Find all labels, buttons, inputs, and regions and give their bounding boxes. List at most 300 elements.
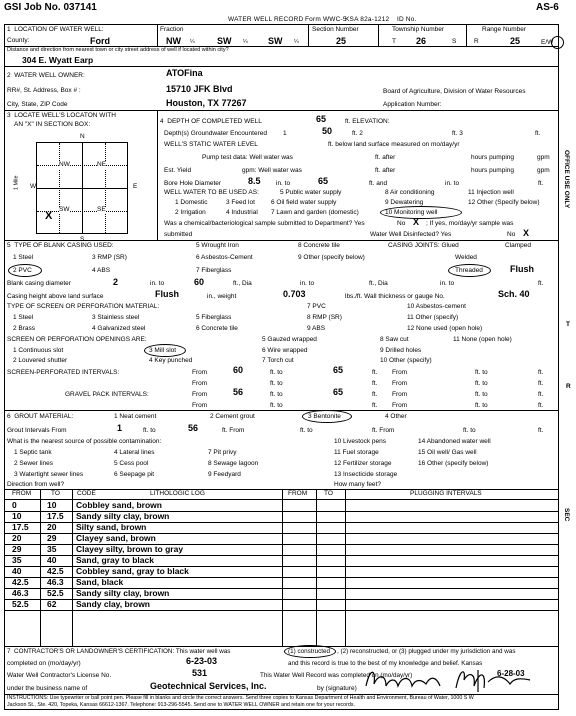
log-row-description[interactable]: Sandy silty clay, brown (76, 588, 170, 598)
howmany-label: How many feet? (334, 481, 381, 488)
section-box-vert-rule (82, 143, 83, 233)
open-3[interactable]: 3 Mill slot (149, 347, 177, 354)
casing-5[interactable]: 5 Wrought Iron (196, 242, 239, 249)
id-no-label: ID No. (397, 16, 417, 23)
wall-label: lbs./ft. Wall thickness or gauge No. (345, 293, 445, 300)
fraction-3[interactable]: SW (268, 36, 283, 46)
log-row-rule (4, 610, 559, 611)
casing-6[interactable]: 6 Asbestos-Cement (196, 254, 253, 261)
use-8[interactable]: 8 Air conditioning (385, 189, 435, 196)
sec1-divider-d (466, 24, 467, 46)
board-text: Board of Agriculture, Division of Water Resources (383, 88, 526, 95)
casing-2[interactable]: 2 PVC (13, 267, 32, 274)
uses-label: WELL WATER TO BE USED AS: (164, 189, 259, 196)
pump-after: ft. after (375, 154, 396, 161)
depth-label (160, 119, 262, 126)
contam-9[interactable]: 9 Feedyard (208, 471, 241, 478)
sp-from[interactable]: 60 (233, 365, 244, 375)
grout-1[interactable]: 1 Neat cement (114, 413, 157, 420)
log-row-from[interactable]: 52.5 (12, 599, 29, 609)
groundwater-ft-end: ft. (535, 130, 541, 137)
diam-ft-dia2: ft., Dia (369, 280, 388, 287)
submitted-label: submitted (164, 231, 193, 238)
sec2-title-text: WATER WELL OWNER: (14, 72, 85, 79)
county-label: County: (7, 37, 30, 44)
contam-6[interactable]: 6 Seepage pit (114, 471, 155, 478)
city-value[interactable]: Houston, TX 77267 (166, 98, 247, 108)
side-r: R (566, 383, 571, 390)
diam-in-to: in. to (150, 280, 165, 287)
threaded-circle (448, 264, 491, 277)
section-label: Section Number (312, 26, 359, 33)
sp-ft-to2: ft. to (475, 369, 488, 376)
gp-ft-to4: ft. to (475, 402, 488, 409)
diam-label: Blank casing diameter (7, 280, 71, 287)
grout-label-text: GROUT MATERIAL: (14, 413, 74, 420)
contam-11[interactable]: 11 Fuel storage (334, 449, 379, 456)
sp-ft-to4: ft. to (475, 380, 488, 387)
log-col-rule-3 (282, 489, 283, 646)
fraction-1[interactable]: NW (166, 36, 181, 46)
compass-e: E (133, 183, 138, 190)
log-row-to[interactable]: 17.5 (47, 511, 64, 521)
sec7-num: 7 (7, 648, 11, 655)
business-label: under the business name of (7, 685, 88, 692)
township-value[interactable]: 26 (416, 36, 427, 46)
casing-7[interactable]: 7 Fiberglass (196, 267, 232, 274)
sec1-divider-a (157, 24, 158, 46)
log-row-description[interactable]: Sandy silty clay, brown (76, 511, 170, 521)
use-12[interactable]: 12 Other (Specify below) (468, 199, 540, 206)
log-h-code: CODE (77, 490, 96, 497)
log-col-rule-5 (345, 489, 346, 646)
log-row-to[interactable]: 62 (47, 599, 57, 609)
nw-label: NW (59, 161, 70, 168)
distance-label: Distance and direction from nearest town or city street address of well if located within city? (7, 47, 229, 53)
chem-no: No (397, 220, 406, 227)
fraction-2[interactable]: SW (217, 36, 232, 46)
contam-label: What is the nearest source of possible contamination: (7, 438, 162, 445)
county-value[interactable]: Ford (90, 36, 110, 46)
screen-4[interactable]: 4 Galvanized steel (92, 325, 146, 332)
bore-label: Bore Hole Diameter (164, 180, 222, 187)
sw-label: SW (59, 206, 70, 213)
log-row-from[interactable]: 35 (12, 555, 22, 565)
signature-label: by (signature) (317, 685, 357, 692)
screen-5[interactable]: 5 Fiberglass (196, 314, 232, 321)
sp-ft-to: ft. to (270, 369, 283, 376)
casing-9[interactable]: 9 Other (specify below) (298, 254, 365, 261)
grout-3[interactable]: 3 Bentonite (308, 413, 341, 420)
se-label: SE (97, 206, 106, 213)
screen-2[interactable]: 2 Brass (13, 325, 36, 332)
casing-1[interactable]: 1 Steel (13, 254, 34, 261)
range-value[interactable]: 25 (510, 36, 521, 46)
side-t: T (566, 321, 570, 328)
diam-ft-dia: ft., Dia (233, 280, 252, 287)
contam-3[interactable]: 3 Watertight sewer lines (14, 471, 84, 478)
groundwater-ft3: ft. 3 (452, 130, 463, 137)
instructions-line2: Jackson St., Ste. 420, Topeka, Kansas 66612-1367. Telephone: 913-296-5545. Send one to WATER WELL OWNER and retain one for your records. (7, 702, 355, 708)
sp-from-label4: From (392, 380, 408, 387)
grout-ft-to3: ft. to (463, 427, 476, 434)
log-row-description[interactable]: Silty sand, brown (76, 522, 147, 532)
grout-ft: ft. (538, 427, 544, 434)
record-date[interactable]: 6-28-03 (497, 669, 525, 678)
pump-label: Pump test data: Well water was (202, 154, 293, 161)
screen-6[interactable]: 6 Concrete tile (196, 325, 238, 332)
log-row-from[interactable]: 10 (12, 511, 22, 521)
sec6-num: 6 (7, 413, 11, 420)
diam-to-value[interactable]: 60 (194, 277, 205, 287)
sp-from-label2: From (392, 369, 408, 376)
sp-ft-to3: ft. to (270, 380, 283, 387)
range-ew: E/W (541, 39, 554, 46)
casing-label-text: TYPE OF BLANK CASING USED: (14, 242, 114, 249)
log-row-from[interactable]: 42.5 (12, 577, 29, 587)
diam-in-to3: in. to (440, 280, 455, 287)
sec3-num: 3 (7, 112, 11, 119)
open-8[interactable]: 8 Saw cut (380, 336, 409, 343)
pump-hours: hours pumping (471, 154, 514, 161)
open-10[interactable]: 10 Other (specify) (380, 357, 432, 364)
log-row-to[interactable]: 29 (47, 533, 57, 543)
diam-value[interactable]: 2 (113, 277, 119, 287)
joint-flush[interactable]: Flush (510, 264, 534, 274)
open-9[interactable]: 9 Drilled holes (380, 347, 422, 354)
height-label: Casing height above land surface (7, 293, 104, 300)
open-3-circle (144, 344, 186, 357)
gp-ft3: ft. (372, 402, 378, 409)
sec3-title2: AN "X" IN SECTION BOX: (14, 121, 91, 128)
range-label: Range Number (482, 26, 527, 33)
height-value[interactable]: Flush (155, 289, 179, 299)
bore-value[interactable]: 8.5 (248, 176, 261, 186)
sec2-top-rule (4, 66, 559, 67)
casing-8[interactable]: 8 Concrete tile (298, 242, 340, 249)
ksa-ref: KSA 82a-1212 (345, 16, 390, 23)
signature-image (360, 664, 540, 694)
gp-from[interactable]: 56 (233, 387, 244, 397)
diam-ft-end: ft. (538, 280, 544, 287)
form-code: AS-6 (536, 2, 559, 13)
gp-from-label2: From (392, 391, 408, 398)
bore-in-to: in. to (276, 180, 291, 187)
sec3-title1 (7, 113, 116, 120)
log-row-description[interactable]: Clayey silty, brown to gray (76, 544, 184, 554)
contam-10[interactable]: 10 Livestock pens (334, 438, 387, 445)
contam-7[interactable]: 7 Pit privy (208, 449, 237, 456)
open-4[interactable]: 4 Key punched (149, 357, 193, 364)
yield-hours: hours pumping (471, 167, 514, 174)
openings-label: SCREEN OR PERFORATION OPENINGS ARE: (7, 336, 147, 343)
log-row-description[interactable]: Sand, black (76, 577, 124, 587)
township-s: S (452, 38, 457, 45)
grout-from[interactable]: 1 (117, 423, 123, 433)
street-value[interactable]: 15710 JFK Blvd (166, 84, 233, 94)
log-row-description[interactable]: Sand, gray to black (76, 555, 154, 565)
screen-label: TYPE OF SCREEN OR PERFORATION MATERIAL: (7, 303, 160, 310)
gp-from-label4: From (392, 402, 408, 409)
sec5-top-rule (4, 240, 559, 241)
open-6[interactable]: 6 Wire wrapped (262, 347, 308, 354)
address-value[interactable]: 304 E. Wyatt Earp (22, 55, 94, 65)
log-row-from[interactable]: 17.5 (12, 522, 29, 532)
completed-value[interactable]: 6-23-03 (186, 656, 218, 666)
diam-in-to2: in. to (300, 280, 315, 287)
groundwater-label: Depth(s) Groundwater Encountered (164, 130, 267, 137)
gp-ft-to3: ft. to (270, 402, 283, 409)
log-row-from[interactable]: 40 (12, 566, 22, 576)
completed-label: completed on (mo/day/yr) (7, 660, 81, 667)
sec3-right-rule (157, 110, 158, 240)
screen-12[interactable]: 12 None used (open hole) (407, 325, 483, 332)
bore-ft: ft. (538, 180, 544, 187)
use-6[interactable]: 6 Oil field water supply (271, 199, 337, 206)
grout-to[interactable]: 56 (188, 423, 199, 433)
sec5-num: 5 (7, 242, 11, 249)
sp-from-label3: From (192, 380, 208, 387)
range-r: R (474, 38, 479, 45)
township-t: T (392, 38, 396, 45)
pump-gpm: gpm (537, 154, 550, 161)
record2-label: This Water Well Record was completed on (mo/day/yr) (260, 672, 413, 679)
form-title: WATER WELL RECORD (228, 16, 304, 23)
office-use-label: OFFICE USE ONLY (563, 150, 570, 209)
log-row-description[interactable]: Cobbley sand, gray to black (76, 566, 189, 576)
casing-2-circle (8, 264, 42, 277)
log-row-from[interactable]: 0 (12, 500, 17, 510)
log-row-from[interactable]: 29 (12, 544, 22, 554)
open-2[interactable]: 2 Louvered shutter (13, 357, 68, 364)
contam-13[interactable]: 13 Insecticide storage (334, 471, 398, 478)
grout-2[interactable]: 2 Cement grout (210, 413, 255, 420)
use-11[interactable]: 11 Injection well (468, 189, 514, 196)
yield-rest: gpm: Well water was (242, 167, 302, 174)
joint-welded[interactable]: Welded (455, 254, 477, 261)
joint-clamped[interactable]: Clamped (505, 242, 532, 249)
contam-5[interactable]: 5 Cess pool (114, 460, 149, 467)
screen-7[interactable]: 7 PVC (307, 303, 326, 310)
sp-to[interactable]: 65 (333, 365, 344, 375)
contam-15[interactable]: 15 Oil well/ Gas well (418, 449, 477, 456)
ne-label: NE (97, 161, 107, 168)
yield-label: Est. Yield (164, 167, 192, 174)
sec1-title-text: LOCATION OF WATER WELL: (14, 26, 104, 33)
screen-10[interactable]: 10 Asbestos-cement (407, 303, 466, 310)
casing-3[interactable]: 3 RMP (SR) (92, 254, 127, 261)
static-rest: ft. below land surface measured on mo/day/yr (328, 141, 460, 148)
grout-label (7, 414, 73, 421)
direction-label: Direction from well? (7, 481, 65, 488)
screen-3[interactable]: 3 Stainless steel (92, 314, 140, 321)
chem-rest: ; If yes, mo/day/yr sample was (426, 220, 514, 227)
joint-threaded[interactable]: Threaded (455, 267, 483, 274)
sec1-divider-b (308, 24, 309, 46)
compass-n: N (80, 133, 85, 140)
sec3-title1-text: LOCATE WELL'S LOCATON WITH (14, 112, 116, 119)
sec3-top-rule (4, 110, 559, 111)
yield-after: ft. after (375, 167, 396, 174)
west-circle (551, 36, 564, 49)
screen-1[interactable]: 1 Steel (13, 314, 34, 321)
sec2-num: 2 (7, 72, 11, 79)
job-number: GSI Job No. 037141 (4, 2, 97, 13)
city-label: City, State, ZIP Code (7, 101, 68, 108)
log-row-to[interactable]: 40 (47, 555, 57, 565)
log-row-to[interactable]: 20 (47, 522, 57, 532)
chem-x[interactable]: X (413, 217, 420, 227)
casing-4[interactable]: 4 ABS (92, 267, 111, 274)
sec1-num: 1 (7, 26, 11, 33)
log-col-rule-2 (72, 489, 73, 646)
mile-label: 1 Mile (13, 175, 20, 191)
use-7[interactable]: 7 Lawn and garden (domestic) (271, 209, 359, 216)
sec4-num: 4 (160, 118, 164, 125)
contam-16[interactable]: 16 Other (specify below) (418, 460, 489, 467)
section-value[interactable]: 25 (336, 36, 347, 46)
side-sec: SEC (563, 508, 570, 522)
contam-1[interactable]: 1 Septic tank (14, 449, 52, 456)
sec1-title (7, 27, 104, 34)
log-col-rule-1 (40, 489, 41, 646)
screen-11[interactable]: 11 Other (specify) (407, 314, 459, 321)
log-h-to: TO (51, 490, 60, 497)
grout-intervals-label: Grout Intervals From (7, 427, 67, 434)
contam-2[interactable]: 2 Sewer lines (14, 460, 54, 467)
gauge-value[interactable]: Sch. 40 (498, 289, 530, 299)
sec2-title (7, 73, 85, 80)
township-label: Township Number (392, 26, 445, 33)
sp-label: SCREEN-PERFORATED INTERVALS: (7, 369, 120, 376)
log-row-to[interactable]: 42.5 (47, 566, 64, 576)
weight-label: in., weight (207, 293, 237, 300)
gp-ft2: ft. (538, 391, 544, 398)
sec1-divider-c (378, 24, 379, 46)
disinfect-label: Water Well Disinfected? Yes (370, 231, 452, 238)
log-row-to[interactable]: 46.3 (47, 577, 64, 587)
casing-label (7, 243, 114, 250)
groundwater-value[interactable]: 50 (322, 126, 333, 136)
log-h-from: FROM (12, 490, 32, 497)
joints-label: CASING JOINTS: Glued (388, 242, 459, 249)
compass-s: S (80, 236, 85, 243)
open-7[interactable]: 7 Torch cut (262, 357, 294, 364)
owner-value[interactable]: ATOFina (166, 68, 203, 78)
gp-ft-to2: ft. to (475, 391, 488, 398)
gp-from-label3: From (192, 402, 208, 409)
use-1[interactable]: 1 Domestic (175, 199, 208, 206)
cert-rest: , (2) reconstructed, or (3) plugged under my jurisdiction and was (337, 648, 516, 655)
use-3[interactable]: 3 Feed lot (226, 199, 255, 206)
contam-12[interactable]: 12 Fertilizer storage (334, 460, 392, 467)
screen-9[interactable]: 9 ABS (307, 325, 326, 332)
grout-3-circle (302, 410, 352, 423)
quarter-1: ¼ (190, 39, 195, 45)
sp-ft4: ft. (538, 380, 544, 387)
yield-gpm: gpm (537, 167, 550, 174)
elevation-label: ft. ELEVATION: (345, 118, 390, 125)
disinfect-no: No (507, 231, 516, 238)
depth-value[interactable]: 65 (316, 114, 327, 124)
constructed-circle (284, 645, 336, 658)
gp-label: GRAVEL PACK INTERVALS: (65, 391, 149, 398)
use-4[interactable]: 4 Industrial (226, 209, 258, 216)
grout-4[interactable]: 4 Other (385, 413, 407, 420)
disinfect-x[interactable]: X (523, 228, 530, 238)
gp-from-label: From (192, 391, 208, 398)
chem-label: Was a chemical/bacteriological sample submitted to Department? Yes (164, 220, 365, 227)
open-5[interactable]: 5 Gauzed wrapped (262, 336, 317, 343)
log-row-to[interactable]: 52.5 (47, 588, 64, 598)
screen-8[interactable]: 8 RMP (SR) (307, 314, 342, 321)
sec6-top-rule (4, 410, 559, 411)
weight-value[interactable]: 0.703 (283, 289, 306, 299)
use-10[interactable]: 10 Monitoring well (385, 209, 438, 216)
quarter-3: ¼ (294, 39, 299, 45)
license-value[interactable]: 531 (192, 668, 208, 678)
log-row-description[interactable]: Sandy clay, brown (76, 599, 151, 609)
compass-w: W (30, 183, 37, 190)
open-11[interactable]: 11 None (open hole) (453, 336, 512, 343)
rr-label: RR#, St. Address, Box # : (7, 87, 81, 94)
log-row-description[interactable]: Clayey sand, brown (76, 533, 156, 543)
log-row-from[interactable]: 20 (12, 533, 22, 543)
log-row-to[interactable]: 10 (47, 500, 57, 510)
gp-to[interactable]: 65 (333, 387, 344, 397)
open-1[interactable]: 1 Continuous slot (13, 347, 64, 354)
log-row-description[interactable]: Cobbley sand, brown (76, 500, 162, 510)
cert-constructed[interactable]: (1) constructed (288, 648, 330, 655)
grout-ft-to: ft. to (143, 427, 156, 434)
business-value[interactable]: Geotechnical Services, Inc. (150, 681, 267, 691)
use-2[interactable]: 2 Irrigation (175, 209, 206, 216)
contam-14[interactable]: 14 Abandoned water well (418, 438, 491, 445)
gp-ft: ft. (372, 391, 378, 398)
cert-label (7, 649, 230, 655)
sp-ft3: ft. (372, 380, 378, 387)
depth-label-text: DEPTH OF COMPLETED WELL (167, 118, 262, 125)
log-row-to[interactable]: 35 (47, 544, 57, 554)
use-10-circle (380, 206, 462, 219)
cert-text: CONTRACTOR'S OR LANDOWNER'S CERTIFICATION: This water well was (14, 648, 231, 655)
record-true-text: and this record is true to the best of my knowledge and belief. Kansas (288, 660, 483, 667)
groundwater-1: 1 (283, 130, 287, 137)
log-row-from[interactable]: 46.3 (12, 588, 29, 598)
log-h-plug: PLUGGING INTERVALS (410, 490, 482, 497)
log-h-to2: TO (324, 490, 333, 497)
instructions-line1: INSTRUCTIONS: Use typewriter or ball point pen. Please fill in blanks and circle the correct answers. Send three copies to Kansas Department of Health and Environment, Bureau of Water, 1000 S W (7, 695, 474, 701)
bore-to-value[interactable]: 65 (318, 176, 329, 186)
contam-8[interactable]: 8 Sewage lagoon (208, 460, 259, 467)
use-9[interactable]: 9 Dewatering (385, 199, 424, 206)
section-box[interactable] (36, 142, 128, 234)
log-col-rule-4 (316, 489, 317, 646)
grout-ft-from: ft. From (222, 427, 245, 434)
sp-ft2: ft. (538, 369, 544, 376)
static-label: WELL'S STATIC WATER LEVEL (164, 141, 258, 148)
gp-ft4: ft. (538, 402, 544, 409)
sec7-top-rule (4, 646, 559, 647)
quarter-2: ¼ (243, 39, 248, 45)
bore-in-to2: in. to (445, 180, 460, 187)
application-label: Application Number: (383, 101, 442, 108)
use-5[interactable]: 5 Public water supply (280, 189, 342, 196)
section-box-dotted-h1 (37, 165, 127, 166)
bore-ft-and: ft. and (369, 180, 388, 187)
contam-4[interactable]: 4 Lateral lines (114, 449, 155, 456)
license-label: Water Well Contractor's License No. (7, 672, 112, 679)
